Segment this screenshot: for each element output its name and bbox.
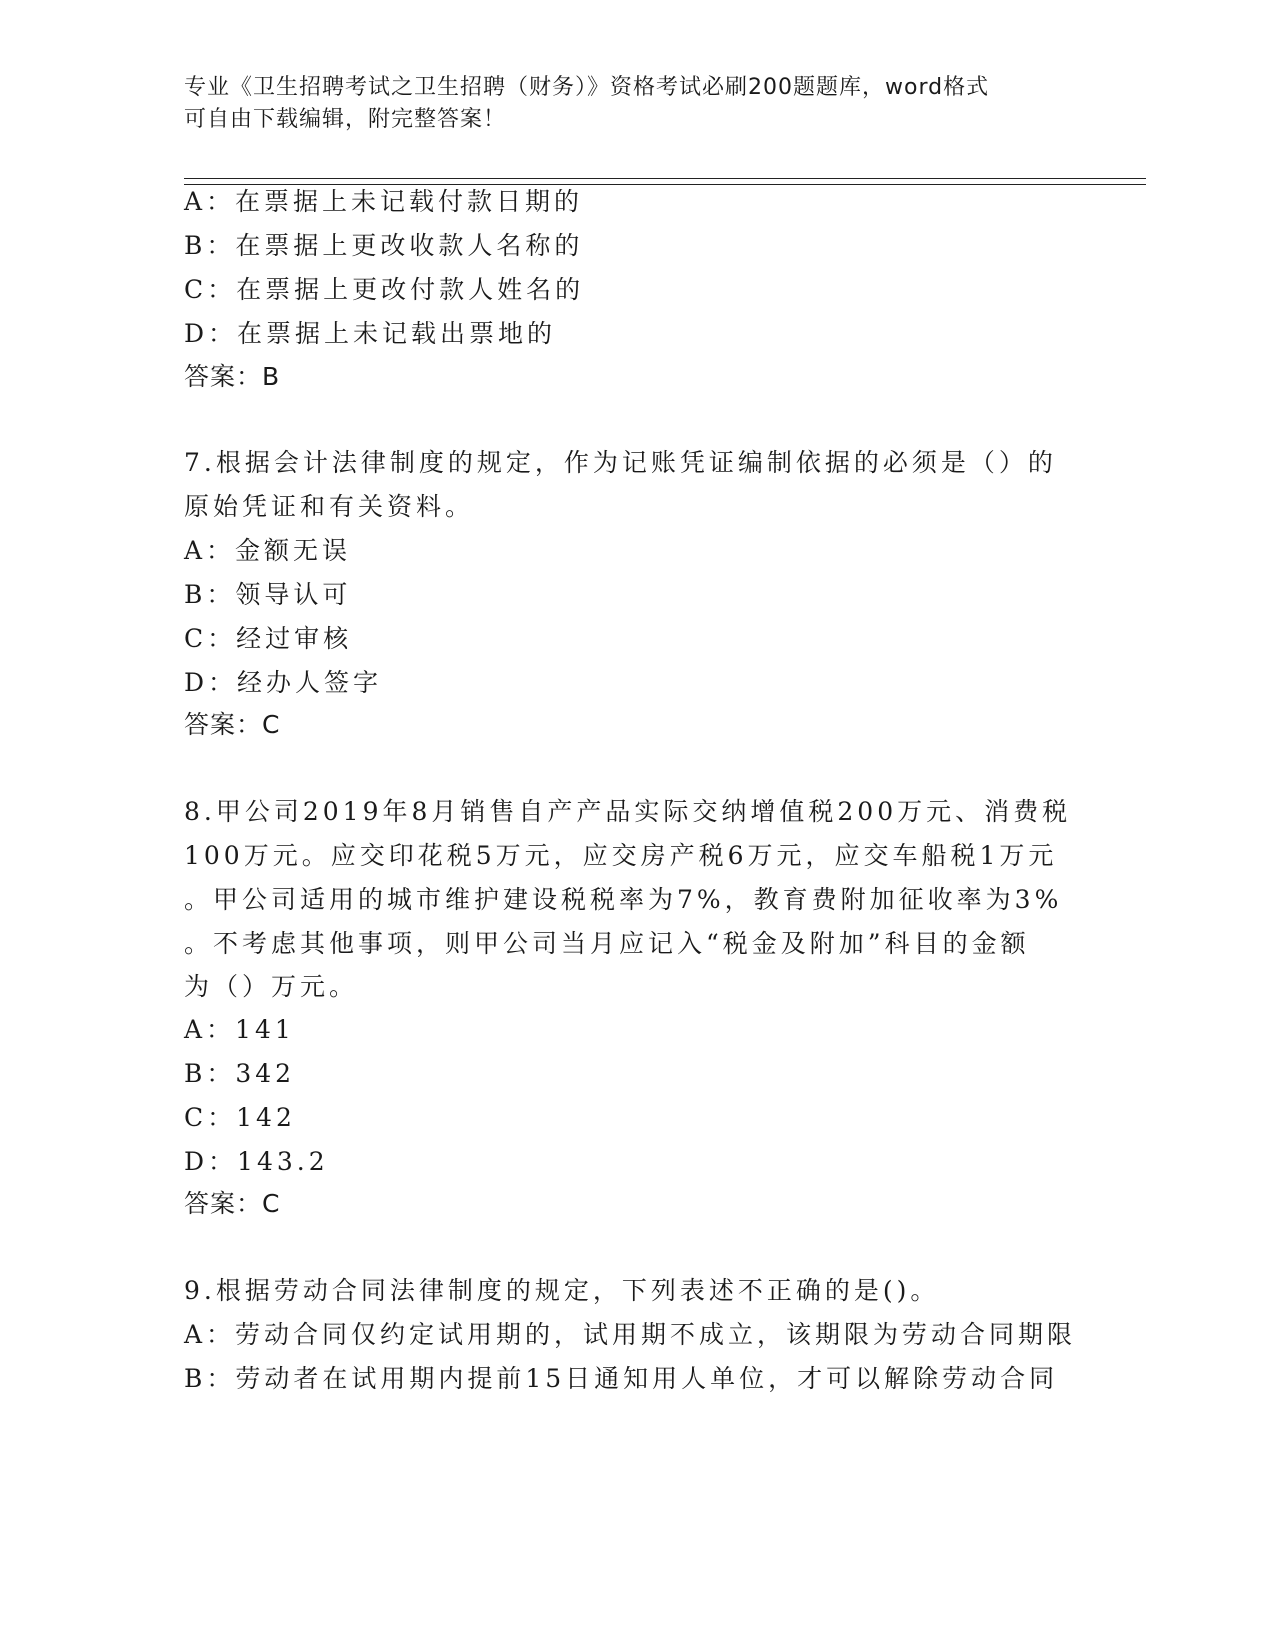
q7-option-c: C：经过审核	[184, 624, 353, 653]
q9-option-b: B：劳动者在试用期内提前15日通知用人单位，才可以解除劳动合同	[184, 1364, 1059, 1393]
q9-option-a: A：劳动合同仅约定试用期的，试用期不成立，该期限为劳动合同期限	[184, 1320, 1077, 1349]
q7-option-d: D：经办人签字	[184, 668, 383, 697]
header-line-1: 专业《卫生招聘考试之卫生招聘（财务）》资格考试必刷200题题库，word格式	[184, 75, 990, 100]
q6-option-d: D：在票据上未记载出票地的	[184, 319, 557, 348]
q8-option-a: A：141	[184, 1015, 295, 1044]
q8-answer: 答案：C	[184, 1189, 281, 1218]
q8-stem-line-2: 100万元。应交印花税5万元，应交房产税6万元，应交车船税1万元	[184, 841, 1058, 870]
document-header	[184, 72, 1064, 136]
header-line-2: 可自由下载编辑，附完整答案！	[184, 107, 507, 132]
q8-option-b: B：342	[184, 1059, 296, 1088]
q8-stem-line-4: 。不考虑其他事项，则甲公司当月应记入“税金及附加”科目的金额	[184, 929, 1030, 958]
q7-stem-line-1: 7.根据会计法律制度的规定，作为记账凭证编制依据的必须是（）的	[184, 448, 1057, 477]
q7-answer: 答案：C	[184, 710, 281, 739]
q8-stem-line-3: 。甲公司适用的城市维护建设税税率为7%，教育费附加征收率为3%	[184, 885, 1063, 914]
q8-stem-line-1: 8.甲公司2019年8月销售自产产品实际交纳增值税200万元、消费税	[184, 797, 1072, 826]
q7-option-a: A：金额无误	[184, 536, 352, 565]
q6-option-a: A：在票据上未记载付款日期的	[184, 187, 584, 216]
q8-option-c: C：142	[184, 1103, 296, 1132]
header-divider-top	[184, 178, 1146, 179]
q8-stem-line-5: 为（）万元。	[184, 972, 359, 1001]
q9-stem-line-1: 9.根据劳动合同法律制度的规定，下列表述不正确的是()。	[184, 1276, 940, 1305]
q7-stem-line-2: 原始凭证和有关资料。	[184, 492, 475, 521]
q6-option-b: B：在票据上更改收款人名称的	[184, 231, 584, 260]
q6-option-c: C：在票据上更改付款人姓名的	[184, 275, 585, 304]
q8-option-d: D：143.2	[184, 1147, 329, 1176]
q7-option-b: B：领导认可	[184, 580, 352, 609]
q6-answer: 答案：B	[184, 362, 281, 391]
